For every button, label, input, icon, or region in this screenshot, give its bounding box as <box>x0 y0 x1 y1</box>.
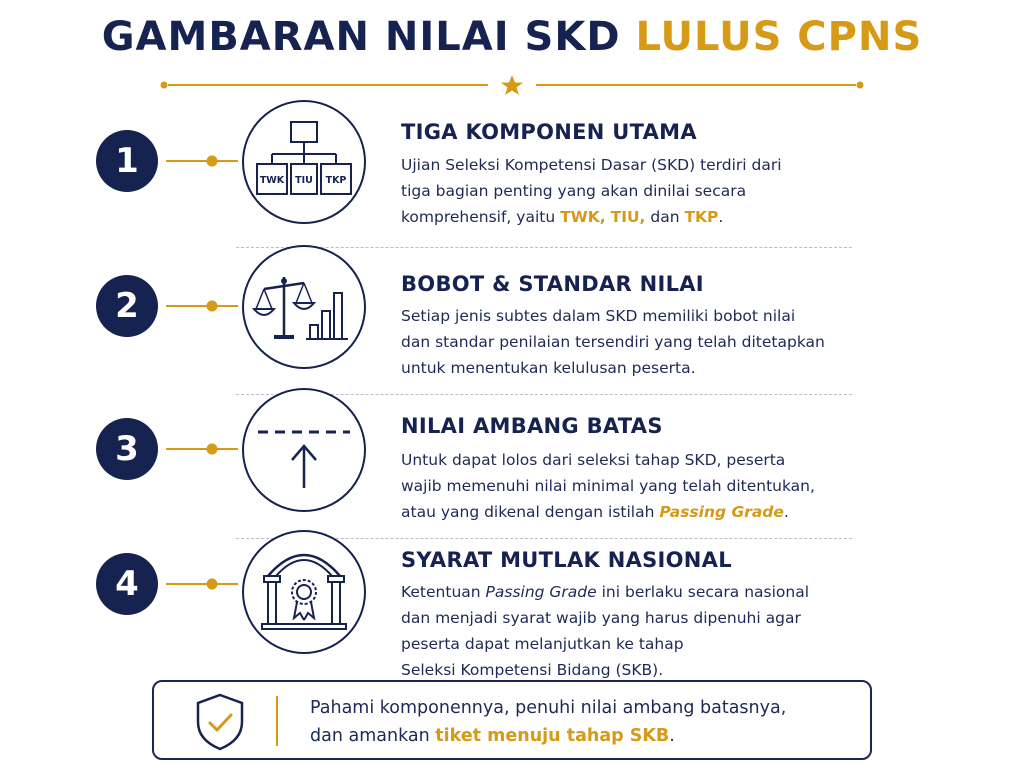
connector-icon <box>166 155 238 167</box>
box-divider <box>276 696 278 746</box>
connector-icon <box>166 578 238 590</box>
connector-icon <box>166 300 238 312</box>
connector-icon <box>166 443 238 455</box>
step-title: SYARAT MUTLAK NASIONAL <box>401 548 732 572</box>
highlight-twk: TWK, <box>560 208 606 226</box>
summary-message: Pahami komponennya, penuhi nilai ambang batasnya, dan amankan tiket menuju tahap SKB. <box>310 698 787 746</box>
step-title: BOBOT & STANDAR NILAI <box>401 272 704 296</box>
title-highlight: LULUS CPNS <box>635 14 923 60</box>
step-description: Ujian Seleksi Kompetensi Dasar (SKD) terdiri dari tiga bagian penting yang akan dinilai secara komprehensif, yaitu TWK, TIU, dan TKP. <box>401 156 782 226</box>
shield-check-icon <box>192 692 248 752</box>
text-passing-grade: Passing Grade <box>485 583 597 601</box>
scale-and-bar-chart-icon <box>244 247 364 367</box>
step-3 <box>0 392 1024 532</box>
step-number-badge: 2 <box>96 275 158 337</box>
org-chart-icon <box>244 102 364 222</box>
step-number-badge: 1 <box>96 130 158 192</box>
summary-box <box>152 680 872 760</box>
step-description: Ketentuan Passing Grade ini berlaku secara nasional dan menjadi syarat wajib yang harus dipenuhi agar peserta dapat melanjutkan ke tahap Seleksi Kompetensi Bidang (SKB). <box>401 583 810 679</box>
title-divider <box>160 74 864 98</box>
title-main: GAMBARAN NILAI SKD <box>101 14 621 60</box>
highlight-tiu: TIU, <box>610 208 646 226</box>
step-number-badge: 3 <box>96 418 158 480</box>
icon-label-tiu: TIU <box>295 175 313 186</box>
step-2 <box>0 246 1024 386</box>
step-icon-circle <box>242 530 366 654</box>
threshold-arrow-icon <box>244 390 364 510</box>
highlight-tkp: TKP <box>684 208 719 226</box>
icon-label-tkp: TKP <box>325 175 347 186</box>
page-title <box>0 14 1024 60</box>
step-title: NILAI AMBANG BATAS <box>401 414 663 438</box>
icon-label-twk: TWK <box>259 175 285 186</box>
highlight-tiket: tiket menuju tahap SKB <box>435 726 670 746</box>
step-description: Setiap jenis subtes dalam SKD memiliki bobot nilai dan standar penilaian tersendiri yang telah ditetapkan untuk menentukan kelulusan peserta. <box>401 307 825 377</box>
step-icon-circle <box>242 100 366 224</box>
star-icon <box>501 75 523 95</box>
arch-gate-seal-icon <box>244 532 364 652</box>
step-number-badge: 4 <box>96 553 158 615</box>
step-title: TIGA KOMPONEN UTAMA <box>401 120 697 144</box>
step-4 <box>0 536 1024 679</box>
step-icon-circle <box>242 245 366 369</box>
step-1 <box>0 96 1024 236</box>
step-icon-circle <box>242 388 366 512</box>
highlight-passing-grade: Passing Grade <box>659 503 784 521</box>
step-description: Untuk dapat lolos dari seleksi tahap SKD, peserta wajib memenuhi nilai minimal yang telah ditentukan, atau yang dikenal dengan istilah Passing Grade. <box>401 451 815 521</box>
